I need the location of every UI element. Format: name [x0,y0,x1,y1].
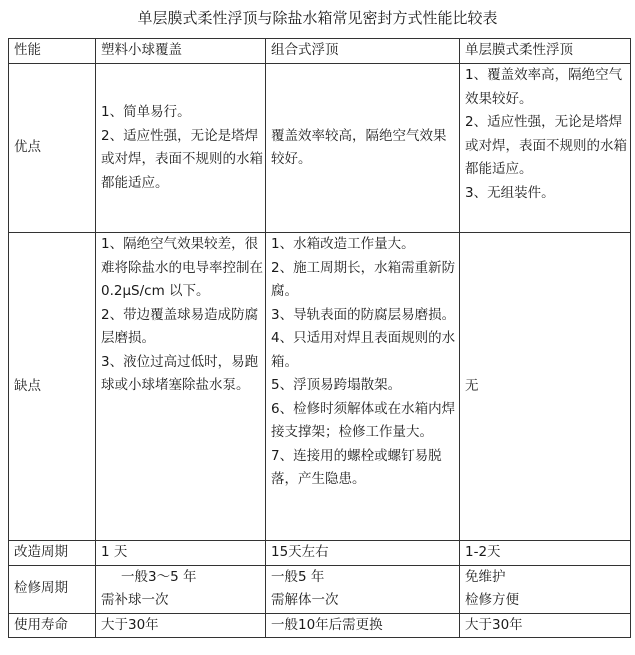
header-cell-performance: 性能 [9,39,96,64]
header-cell-combined-float: 组合式浮顶 [266,39,460,64]
table-row-advantages [9,64,631,233]
row-label-advantages: 优点 [9,64,96,233]
row-label-service-life: 使用寿命 [9,613,96,638]
maintenance-plastic-line-1: 一般3～5 年 [121,568,197,585]
cell-maintenance-combined-float: 一般5 年 需解体一次 [266,565,460,613]
cell-disadvantages-combined-float: 1、水箱改造工作量大。 2、施工周期长，水箱需重新防腐。 3、导轨表面的防腐层易磨损。 4、只适用对焊且表面规则的水箱。 5、浮顶易跨塌散架。 6、检修时须解体或在水箱内焊接支撑架；检修工作量大。 7、连接用的螺栓或螺钉易脱落，产生隐患。 [266,233,460,541]
maintenance-plastic-line-2: 需补球一次 [101,592,169,608]
table-row-retrofit-period [9,541,631,566]
cell-advantages-plastic-balls: 1、简单易行。 2、适应性强，无论是塔焊或对焊，表面不规则的水箱都能适应。 [96,64,266,233]
cell-lifespan-combined-float: 一般10年后需更换 [266,613,460,638]
row-label-retrofit-period: 改造周期 [9,541,96,566]
table-row-disadvantages [9,233,631,541]
cell-lifespan-membrane-float: 大于30年 [460,613,631,638]
cell-lifespan-plastic-balls: 大于30年 [96,613,266,638]
cell-disadvantages-membrane-float: 无 [460,233,631,541]
cell-disadvantages-plastic-balls: 1、隔绝空气效果较差，很难将除盐水的电导率控制在0.2μS/cm 以下。 2、带边覆盖球易造成防腐层磨损。 3、液位过高过低时，易跑球或小球堵塞除盐水泵。 [96,233,266,541]
header-row [9,39,631,64]
header-cell-membrane-float: 单层膜式柔性浮顶 [460,39,631,64]
table-row-maintenance-period [9,565,631,613]
cell-advantages-combined-float: 覆盖效率较高，隔绝空气效果较好。 [266,64,460,233]
header-cell-plastic-balls: 塑料小球覆盖 [96,39,266,64]
cell-retrofit-plastic-balls: 1 天 [96,541,266,566]
table-title: 单层膜式柔性浮顶与除盐水箱常见密封方式性能比较表 [137,9,498,27]
row-label-disadvantages: 缺点 [9,233,96,541]
cell-retrofit-membrane-float: 1-2天 [460,541,631,566]
cell-maintenance-membrane-float: 免维护 检修方便 [460,565,631,613]
cell-retrofit-combined-float: 15天左右 [266,541,460,566]
cell-maintenance-plastic-balls [96,565,266,613]
row-label-maintenance-period: 检修周期 [9,565,96,613]
comparison-table [8,38,631,638]
table-row-service-life [9,613,631,638]
cell-advantages-membrane-float: 1、覆盖效率高，隔绝空气效果较好。 2、适应性强，无论是塔焊或对焊，表面不规则的水箱都能适应。 3、无组装件。 [460,64,631,233]
